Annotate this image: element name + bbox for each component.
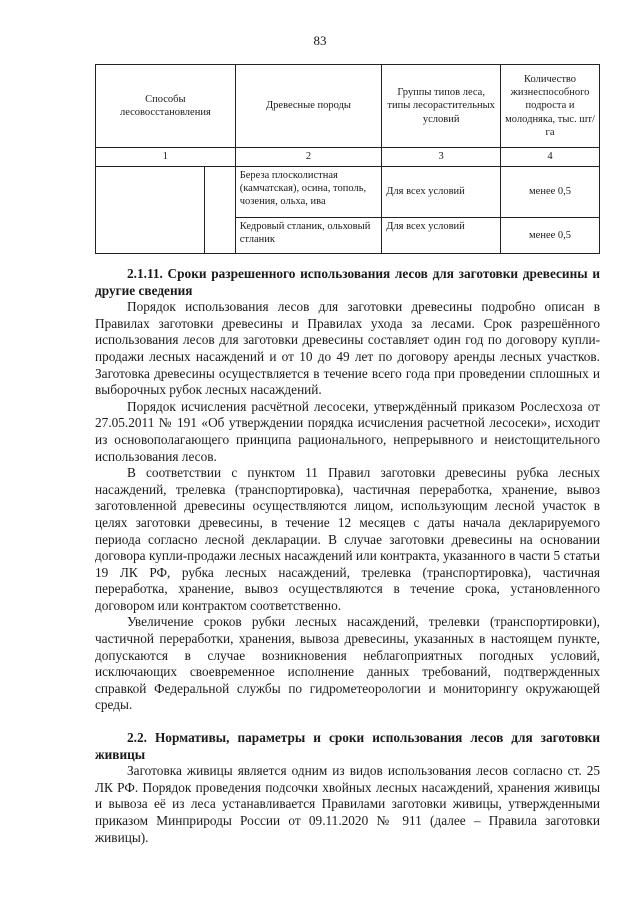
section-heading: 2.1.11. Сроки разрешенного использования лесов для заготовки древесины и другие сведения bbox=[95, 266, 600, 298]
paragraph: Порядок исчисления расчётной лесосеки, утверждённый приказом Рослесхоза от 27.05.2011 № 191 «Об утверждении порядка исчисления расчетной лесосеки», исходит из основополагающего принципа рационального, непрерывного и неистощительного использования лесов. bbox=[95, 398, 600, 464]
paragraph: В соответствии с пунктом 11 Правил заготовки древесины рубка лесных насаждений, трелевка (транспортировка), частичная переработка, хранение, вывоз заготовленной древесины осуществляются лицом, использующим лесной участок в целях заготовки древесины, в течение 12 месяцев с даты начала декларируемого периода согласно лесной декларации. В случае заготовки древесины на основании договора купли-продажи лесных насаждений или контракта, указанного в части 5 статьи 19 ЛК РФ, рубка лесных насаждений, трелевка (транспортировка), частичная переработка, хранение, вывоз осуществляются в течение срока, установленного договором или контрактом соответственно. bbox=[95, 465, 600, 613]
quantity-cell: менее 0,5 bbox=[501, 167, 600, 218]
quantity-cell: менее 0,5 bbox=[501, 217, 600, 253]
column-number: 3 bbox=[382, 148, 501, 167]
document-body bbox=[95, 266, 600, 846]
header-reforestation-methods: Способы лесовосстановления bbox=[96, 65, 236, 148]
header-tree-species: Древесные породы bbox=[235, 65, 382, 148]
header-undergrowth-quantity: Количество жизнеспособного подроста и молодняка, тыс. шт/га bbox=[501, 65, 600, 148]
column-number: 1 bbox=[96, 148, 236, 167]
table-row bbox=[96, 167, 600, 218]
conditions-cell: Для всех условий bbox=[382, 167, 501, 218]
page-number: 83 bbox=[313, 33, 327, 48]
methods-cell bbox=[96, 167, 236, 254]
species-cell: Береза плосколистная (камчатская), осина, тополь, чозения, ольха, ива bbox=[235, 167, 382, 218]
column-number: 4 bbox=[501, 148, 600, 167]
column-number: 2 bbox=[235, 148, 382, 167]
paragraph: Порядок использования лесов для заготовки древесины подробно описан в Правилах заготовки древесины и Правилах ухода за лесами. Срок разрешённого использования лесов для заготовки древесины составляет один год по договору купли-продажи лесных насаждений и от 10 до 49 лет по договору аренды лесных участков. Заготовка древесины осуществляется в течение всего года при проведении сплошных и выборочных рубок лесных насаждений. bbox=[95, 299, 600, 398]
section-heading: 2.2. Нормативы, параметры и сроки использования лесов для заготовки живицы bbox=[95, 730, 600, 762]
conditions-cell: Для всех условий bbox=[382, 217, 501, 253]
table-header-row bbox=[96, 65, 600, 148]
paragraph: Заготовка живицы является одним из видов использования лесов согласно ст. 25 ЛК РФ. Порядок проведения подсочки хвойных лесных насаждений, хранения живицы и вывоза её из леса устанавливается Правилами заготовки живицы, утвержденными приказом Минприроды России от 09.11.2020 № 911 (далее – Правила заготовки живицы). bbox=[95, 763, 600, 845]
reforestation-table bbox=[95, 64, 600, 254]
table-column-number-row bbox=[96, 148, 600, 167]
paragraph: Увеличение сроков рубки лесных насаждений, трелевки (транспортировки), частичной переработки, хранения, вывоза древесины, указанных в настоящем пункте, допускаются в случае возникновения неблагоприятных погодных условий, исключающих своевременное исполнение данных требований, подтвержденных справкой Федеральной службы по гидрометеорологии и мониторингу окружающей среды. bbox=[95, 614, 600, 713]
species-cell: Кедровый стланик, ольховый стланик bbox=[235, 217, 382, 253]
header-forest-type-groups: Группы типов леса, типы лесорастительных условий bbox=[382, 65, 501, 148]
